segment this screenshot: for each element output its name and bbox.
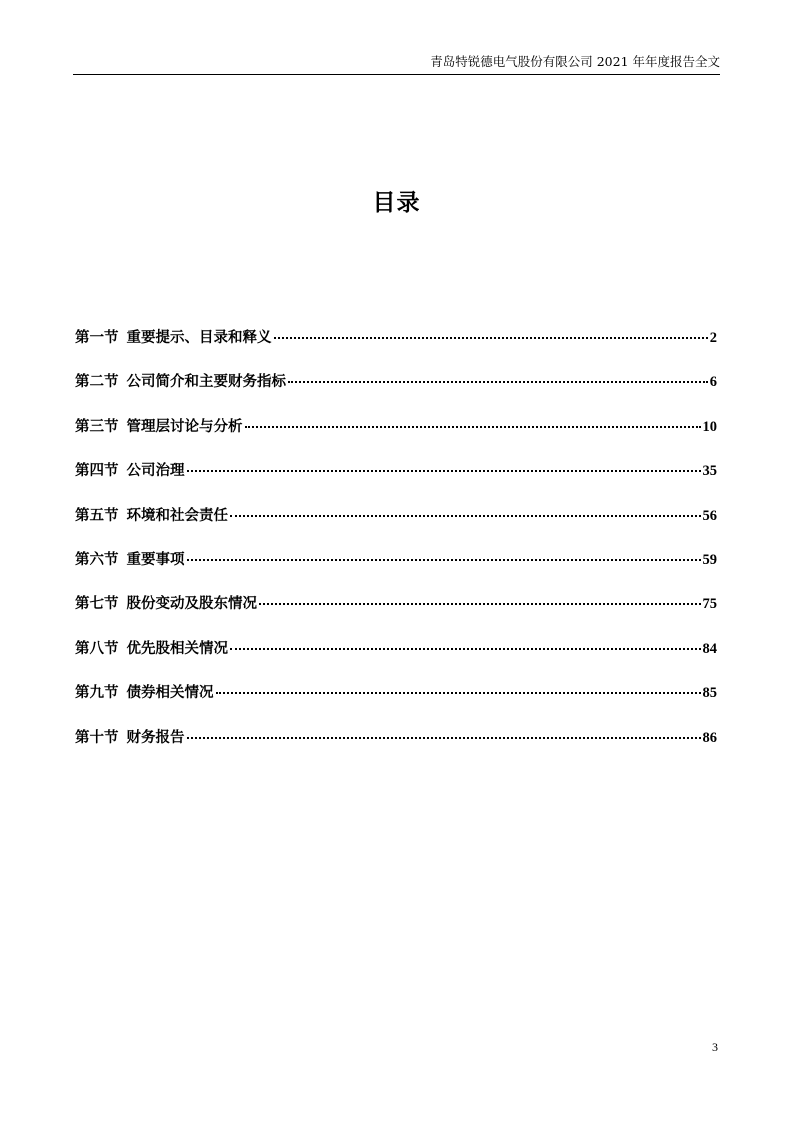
toc-leader-dots (245, 426, 701, 428)
toc-page-number: 59 (702, 551, 717, 568)
toc-leader-dots (259, 603, 701, 605)
toc-item-10[interactable] (75, 727, 717, 771)
toc-leader-dots (216, 692, 701, 694)
toc-title: 环境和社会责任 (126, 506, 228, 524)
toc-page-number: 10 (702, 418, 717, 435)
toc-title: 公司治理 (126, 462, 185, 480)
toc-leader-dots (230, 648, 701, 650)
toc-section: 第五节 (75, 506, 119, 524)
toc-title: 财务报告 (126, 728, 185, 746)
toc-title: 管理层讨论与分析 (126, 417, 243, 435)
toc-leader-dots (230, 515, 701, 517)
toc-section: 第十节 (75, 728, 119, 746)
toc-leader-dots (187, 737, 701, 739)
toc-page-number: 84 (702, 640, 717, 657)
toc-item-5[interactable] (75, 505, 717, 549)
toc-section: 第八节 (75, 639, 119, 657)
page-title: 目录 (372, 189, 421, 216)
page-number: 3 (712, 1040, 718, 1054)
header-text: 青岛特锐德电气股份有限公司 2021 年年度报告全文 (430, 54, 720, 69)
toc-leader-dots (187, 470, 701, 472)
toc-item-7[interactable] (75, 593, 717, 637)
toc-item-4[interactable] (75, 460, 717, 504)
toc-item-9[interactable] (75, 682, 717, 726)
toc-title: 公司简介和主要财务指标 (126, 373, 286, 391)
toc-page-number: 85 (702, 685, 717, 702)
toc-page-number: 2 (709, 330, 717, 346)
toc-page-number: 75 (702, 596, 717, 613)
toc-item-8[interactable] (75, 638, 717, 682)
toc-section: 第六节 (75, 550, 119, 568)
toc-title: 重要事项 (126, 550, 185, 568)
toc-leader-dots (274, 337, 708, 339)
toc-leader-dots (187, 559, 701, 561)
toc-title: 优先股相关情况 (126, 639, 228, 657)
toc-section: 第四节 (75, 462, 119, 480)
toc-item-6[interactable] (75, 549, 717, 593)
toc-page-number: 56 (702, 507, 717, 524)
toc-title: 股份变动及股东情况 (126, 595, 257, 613)
toc-page-number: 86 (702, 729, 717, 746)
toc-page-number: 35 (702, 463, 717, 480)
toc-section: 第三节 (75, 417, 119, 435)
toc-section: 第二节 (75, 373, 119, 391)
toc-item-1[interactable] (75, 327, 717, 371)
toc-item-2[interactable] (75, 371, 717, 415)
toc-leader-dots (288, 381, 708, 383)
toc-section: 第九节 (75, 684, 119, 702)
table-of-contents (75, 327, 717, 771)
toc-title: 债券相关情况 (126, 684, 214, 702)
toc-section: 第一节 (75, 329, 119, 346)
page-header (73, 52, 720, 75)
toc-section: 第七节 (75, 595, 119, 613)
toc-title: 重要提示、目录和释义 (126, 329, 272, 346)
toc-item-3[interactable] (75, 416, 717, 460)
toc-page-number: 6 (709, 374, 717, 391)
